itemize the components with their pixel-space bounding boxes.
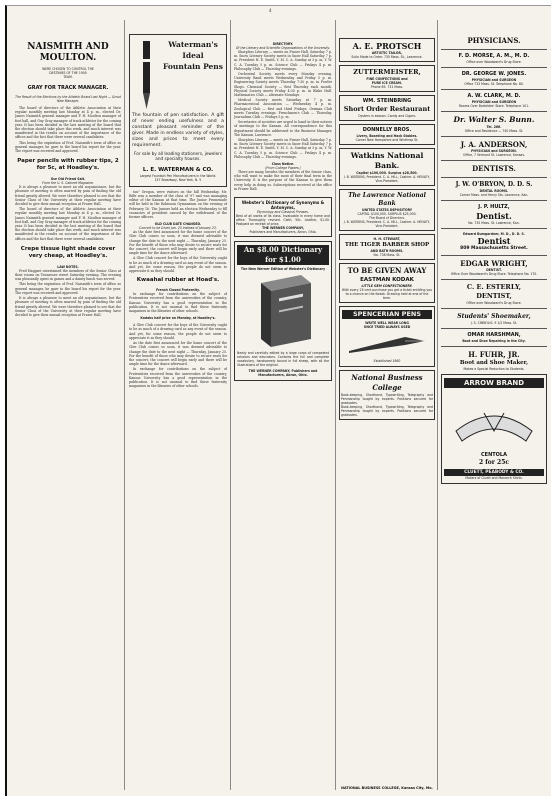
esterly-name: C. E. ESTERLY, xyxy=(466,283,522,291)
waterman-address: 157 Broadway, New York, N. Y. xyxy=(154,177,202,182)
kodak-giveaway-ad xyxy=(339,263,435,303)
column-1 xyxy=(15,20,121,790)
kwaahal-ad: Kwaahal rubber at Hoad's. xyxy=(136,277,220,284)
dictionary-footer: THE WERNER COMPANY, Publishers and Manufacturers, Akron, Ohio. xyxy=(248,369,318,378)
zuttermeister-ad xyxy=(339,65,435,92)
spencerian-slogan: ONCE TRIED ALWAYS USED xyxy=(363,325,411,329)
fountain-pen-icon xyxy=(132,39,162,113)
esterly-address: Office over Woodward's Drug Store. xyxy=(466,301,522,305)
giveaway-store: LITTLE GEM CONFECTIONERY. xyxy=(361,284,413,288)
zuttermeister-line: FINE CONFECTIONS and xyxy=(366,77,408,81)
article-text: A Glee Club concert for the boys of the University ought to be as much of a drawing card as any event of the season. And yet, for some reason, the people do not seem to appreciate it as they should. xyxy=(129,323,227,340)
watkins-officers: J. B. WATKINS, President. C. A. HILL, Cashier. A. HENLEY, Vice-President. xyxy=(343,175,431,183)
pen-nib-icon xyxy=(345,331,429,357)
law-notes-headline: LAW NOTES. xyxy=(57,264,79,269)
lawrence-bank-ad xyxy=(339,189,435,231)
spencerian-ad xyxy=(339,306,435,367)
waterman-tagline: Largest Fountain Pen Manufacturers in the World. xyxy=(139,173,217,178)
donnelly-ad xyxy=(339,124,435,145)
donnelly-address: Corner New Hampshire and Winthrop St. xyxy=(355,138,419,142)
column-rule xyxy=(230,20,231,790)
harshman-tagline: Boot and Shoe Repairing in the City. xyxy=(462,339,526,343)
spencerian-slogan: WRITE WELL WEAR LONG xyxy=(365,321,409,325)
webster-publisher: THE WERNER COMPANY, xyxy=(262,226,304,231)
obryon-name: J. W. O'BRYON, D. D. S. xyxy=(455,181,533,188)
zuttermeister-name: ZUTTERMEISTER, xyxy=(353,68,421,76)
subhead: DESTINIES OF THE 1900 xyxy=(49,71,87,75)
morse-name: F. D. MORSE, A. M., M. D. xyxy=(458,53,530,59)
hultz-title: Dentist. xyxy=(476,211,512,221)
restaurant-headline: Short Order Restaurant xyxy=(343,105,431,113)
arrow-tagline: Makers of Cluett and Monarch Shirts. xyxy=(465,476,523,480)
bumgardner-title: Dentist xyxy=(477,236,511,246)
tiger-owner: H. H. STEWART, xyxy=(373,237,401,241)
esterly-title: DENTIST, xyxy=(476,292,512,300)
arrow-maker: CLUETT, PEABODY & CO. xyxy=(444,469,544,476)
hultz-address: No. 735 Mass. St. Lawrence, Kan. xyxy=(468,221,520,225)
steinbring-line: Oysters in season. Candy and Cigars. xyxy=(358,114,416,118)
lawrence-bank-capital: CAPITAL $100,000. SURPLUS $25,000. xyxy=(357,212,417,216)
column-5 xyxy=(441,20,547,790)
business-college-copy: Book-keeping, Shorthand, Typewriting, Telegraphy and Penmanship taught by experts. Positions secured for graduates. xyxy=(341,393,433,405)
jones-title: PHYSICIAN and SURGEON xyxy=(471,78,517,82)
obryon-title: DENTAL ROOMS. xyxy=(479,189,509,193)
subhead: WERE CHOSEN TO CONTROL THE xyxy=(42,67,94,71)
jones-name: DR. GEORGE W. JONES. xyxy=(461,71,527,77)
morse-office: Office over Woodward's Drug Store. xyxy=(466,60,522,64)
bunn-address: Office and Residence — 740 Mass. St. xyxy=(464,129,524,133)
directory-headline: DIRECTORY. xyxy=(272,42,294,46)
watkins-bank-name: Watkins National Bank. xyxy=(350,151,424,170)
wright-name: EDGAR WRIGHT, xyxy=(460,259,528,268)
watkins-bank-ad xyxy=(339,148,435,186)
wright-title: DENTIST. xyxy=(486,268,502,272)
bunn-tel: Tel. 266. xyxy=(486,125,502,129)
hultz-name: J. P. HULTZ, xyxy=(478,204,510,210)
article-text: There are many, besides the members of the Senior class, who will want to make the most of their final term in the University. It is the purpose of the Kansan to give them every help in doing so. Subscriptions received at the office in Fraser Hall. xyxy=(234,170,332,191)
arrow-collar-name: CENTOLA xyxy=(481,452,507,458)
giveaway-headline: TO BE GIVEN AWAY xyxy=(347,266,427,275)
clark-address: Rooms Over Barteldes' Store. Telephone 101. xyxy=(458,104,530,108)
webster-synonyms-copy: Best of all works of its class. Invaluable in every home and office. Thoroughly revised. Cloth, 50c. Leather, $1.00. Postpaid on receipt of price. xyxy=(236,214,330,227)
dictionary-title: The New Werner Edition of Webster's Dictionary xyxy=(240,267,326,272)
article-text: This being the expiration of Prof. Naismith's term of office as general manager, he gave to the board his report for the year. The report was received and approved. xyxy=(15,282,121,295)
giveaway-copy: With every 25 cent purchase you get a ticket entitling you to a chance on the Kodak. Drawing held at end of the term. xyxy=(341,288,433,300)
protsch-name: A. E. PROTSCH xyxy=(352,41,422,51)
article-text: Orchestral Society meets every Monday evening. University Band meets Wednesday and Friday 5 p. m. Engineering Society meets Thursday 7:30 p. m. in Fowler Shops. Chemical Society — first Thursday each month. Physical Society meets Friday 4:30 p. m. in Blake Hall. Mathematics Club — alternate Mondays. xyxy=(234,72,332,98)
article-text: Sharpless Literary — meets on Fraser Hall, Saturday 7 p. m. Snow Literary Society meets in Snow Hall Saturday 7 p. m. President H. E. Smith. Y. M. C. A. Sunday at 3 p. m. Y. W. C. A. Tuesday 5 p. m. Science Club — Fridays 4 p. m. Philosophy Club — Thursday evenings. xyxy=(234,50,332,71)
column-rule xyxy=(437,20,438,790)
subhead: TEAM. xyxy=(63,75,73,79)
dentists-headline: DENTISTS. xyxy=(472,164,516,173)
page-number: 4 xyxy=(269,8,272,13)
waterman-title: Fountain Pens xyxy=(163,62,223,71)
newspaper-page xyxy=(5,5,551,796)
article-text: In exchange for contributions on the subject of Fraternities received from the universities of the country, Kansas University has a good representation in the publication. It is not unusual to find these fraternity magazines in the libraries of other schools. xyxy=(129,367,227,389)
waterman-company: L. E. WATERMAN & CO. xyxy=(142,166,214,173)
steinbring-name: WM. STEINBRING xyxy=(362,98,412,104)
article-text: The board of directors of the Athletic Association at their regular monthly meeting last Monday at 4 p. m., elected Dr. James Naismith general manager and F. H. Moulton manager of foot ball, and Guy Gray manager of track athletics for the coming year. It has been decided in the last meeting of the board that the election should take place this week, and much interest was manifested in the results on account of the importance of the offices and the fact that there were several candidates. xyxy=(15,106,121,140)
column-2 xyxy=(129,20,227,790)
lede: The Result of the Elections by the Athletic Board Last Night — Grout New Manager. xyxy=(15,95,121,103)
anderson-address: Office, 7 Vermont St. Lawrence, Kansas. xyxy=(463,153,525,157)
article-text: In exchange for contributions on the subject of Fraternities received from the universities of the country, Kansas University has a good representation in the publication. It is not unusual to find these fraternity magazines in the libraries of other schools. xyxy=(129,292,227,314)
article-text: It is always a pleasure to meet an old acquaintance, but the pleasure of meeting is often marred by pain of finding the old friend greatly altered. We were therefore pleased to see that the Senior Class of the University at their regular meeting have decided to give their annual reception at Fraser Hall. xyxy=(15,296,121,317)
business-college-footer: NATIONAL BUSINESS COLLEGE, Kansas City, Mo. xyxy=(341,786,433,790)
headline-naismith: NAISMITH AND xyxy=(27,42,109,52)
column-rule xyxy=(335,20,336,790)
article-text: As the date first announced for the home concert of the Glee Club comes so soon, it was deemed advisable to change the date to the next night — Thursday, January 25. For the benefit of those who may desire to secure seats for the concert, the concert will begin early and there will be ample time for the dance afterward. xyxy=(129,341,227,367)
steinbring-ad xyxy=(339,95,435,121)
salt-headline: Our Old Friend Salt. xyxy=(50,177,86,182)
spencerian-title: SPENCERIAN PENS xyxy=(342,310,432,319)
fuhr-title: Boot and Shoe Maker, xyxy=(459,360,529,366)
anderson-name: J. A. ANDERSON, xyxy=(460,140,528,149)
business-college-ad xyxy=(339,370,435,420)
collar-icon xyxy=(446,391,542,449)
article-text: The board of directors of the Athletic Association at their regular monthly meeting last Monday at 4 p. m., elected Dr. James Naismith general manager and F. H. Moulton manager of foot ball, and Guy Gray manager of track athletics for the coming year. It has been decided in the last meeting of the board that the election should take place this week, and much interest was manifested in the results on account of the importance of the offices and the fact that there were several candidates. xyxy=(15,207,121,241)
bumgardner-name: Edward Bumgardner, M. D., D. D. S. xyxy=(463,232,525,236)
shoemaker-title: Students' Shoemaker, xyxy=(457,313,531,320)
donnelly-name: DONNELLY BROS. xyxy=(362,127,412,133)
protsch-address: Suits Made to Order. 735 Mass. St., Lawrence. xyxy=(351,55,423,59)
waterman-copy: For sale by all leading stationers, jewelers and specialty houses. xyxy=(133,151,223,162)
fuhr-address: Makes a Special Reduction to Students. xyxy=(463,367,525,371)
arrow-price: 2 for 25c xyxy=(478,459,510,466)
webster-synonyms-ad xyxy=(234,197,332,237)
class-notice-subhead: (From College Papers.) xyxy=(265,166,301,171)
pencil-ad: Paper pencils with rubber tips, 2 for 5c, at Hoadley's. xyxy=(17,158,119,172)
watkins-capital: Capital $100,000. Surplus $28,500. xyxy=(356,171,418,175)
directory-subhead: Of the Literary and Scientific Organizations of the University. xyxy=(235,46,331,50)
bunn-name: Dr. Walter S. Bunn. xyxy=(453,115,535,124)
dictionary-offer: An $8.00 Dictionary for $1.00 xyxy=(237,245,329,265)
arrow-collar-ad xyxy=(441,374,547,484)
class-notice-headline: Class Notice. xyxy=(271,162,295,167)
article-text: It is always a pleasure to meet an old acquaintance, but the pleasure of meeting is often marred by pain of finding the old friend greatly altered. We were therefore pleased to see that the Senior Class of the University at their regular meeting have decided to give their annual reception at Fraser Hall. xyxy=(15,185,121,207)
waterman-ad xyxy=(129,34,227,187)
lawrence-bank-directors-list: J. B. WATKINS, President. C. A. HILL, Cashier. A. HENLEY, Vice-President. xyxy=(343,220,431,228)
kodak-notice: Kodaks half price on Monday, at Hoadley's. xyxy=(140,316,216,321)
business-college-copy: Book-keeping, Shorthand, Typewriting, Telegraphy and Penmanship taught by experts. Positions secured for graduates. xyxy=(341,405,433,417)
obryon-address: Corner Mass. and Henry Sts. Lawrence, Kan. xyxy=(459,193,529,197)
article-text: Secretaries of societies are urged to hand in their notices of meetings to the Kansan. All correspondence for this department should be addressed to the Business Manager, The Kansan, Lawrence. xyxy=(234,120,332,137)
business-college-logo: National Business College xyxy=(351,373,423,392)
column-rule xyxy=(124,20,125,790)
glee-club-headline: OLD CLUB DATE CHANGED. xyxy=(154,222,202,227)
jones-address: Office 733 Mass. St. Telephone No. 80. xyxy=(464,82,524,86)
article-text: Fred Haggart entertained the members of the Senior Class at their rooms on Tennessee street Saturday evening. The evening was pleasantly spent in games and a dainty lunch was served. xyxy=(15,268,121,282)
tiger-barber-ad xyxy=(339,234,435,260)
giveaway-prize: EASTMAN KODAK xyxy=(360,277,414,283)
clark-title: PHYSICIAN and SURGEON xyxy=(471,100,517,104)
dictionary-book-icon xyxy=(255,273,313,349)
zuttermeister-address: Phone 65. 731 Mass. xyxy=(370,85,404,89)
tiger-address: No. 738 Mass. St. xyxy=(373,253,401,257)
column-4 xyxy=(339,20,435,790)
wright-address: Office Over Woodward's Drug Store. Telephone No. 170. xyxy=(450,272,538,276)
waterman-title: Waterman's xyxy=(168,40,218,49)
dictionary-copy: Newly and carefully edited by a large corps of competent scholars and educators. Contains the full and complete vocabulary, handsomely bound in full sheep, with all the illustrations of the original. xyxy=(237,351,329,368)
headline-moulton: MOULTON. xyxy=(39,53,97,63)
arrow-brand-title: ARROW BRAND xyxy=(444,378,544,388)
protsch-ad xyxy=(339,38,435,62)
crepe-ad: Crepe tissue light shade cover very cheap, at Hoadley's. xyxy=(20,245,116,259)
tiger-shop-name: THE TIGER BARBER SHOP xyxy=(344,242,430,248)
lawrence-bank-directors: The Board of Directors. xyxy=(369,216,405,220)
donnelly-line: Livery, Boarding and Hack Stables. xyxy=(356,134,418,138)
physicians-headline: PHYSICIANS. xyxy=(467,36,521,45)
lawrence-bank-name: The Lawrence National Bank xyxy=(348,192,426,207)
webster-synonyms-subtitle: Etymology and Classical Phrases. xyxy=(257,210,309,215)
waterman-copy: The fountain of pen satisfaction. A gift of never ending usefulness and a constant pleasant reminder of the giver. Made in endless variety of styles, sizes and prices to meet every requirement. xyxy=(132,113,224,148)
article-text: A Glee Club concert for the boys of the University ought to be as much of a drawing card as any event of the season. And yet, for some reason, the people do not seem to appreciate it as they should. xyxy=(129,256,227,274)
fuhr-name: H. FUHR, JR. xyxy=(468,350,520,359)
article-text: ton" Oregon, were visitors on the hill Wednesday. Mr. Rifle was a member of the class of '97 and was managing editor of the Kansan at that time. The Junior Promenade will be held in the Robinson Gymnasium on the evening of February 16. The Juniors held an election Wednesday to fill vacancies of president caused by the withdrawal of the former officers. xyxy=(129,189,227,220)
anderson-title: PHYSICIAN and SURGEON. xyxy=(471,149,517,153)
salt-subhead: From the U. S. Cabinet Magazine. xyxy=(42,181,94,186)
spencerian-established: Established 1860 xyxy=(373,359,401,363)
glee-club-subhead: Concert to be Given Jan. 25 Instead of January 23. xyxy=(139,226,217,231)
webster-synonyms-title: Webster's Dictionary of Synonyms & Antonyms, xyxy=(241,200,325,211)
protsch-title: ARTISTIC TAILOR, xyxy=(371,51,403,55)
clark-name: A. W. CLARK, M. D. xyxy=(467,93,521,99)
dictionary-ad xyxy=(234,241,332,381)
harshman-name: OMAR HARSHMAN, xyxy=(467,332,521,338)
tiger-line: AND BATH ROOMS. xyxy=(370,249,404,253)
waterman-title: Ideal xyxy=(182,51,204,60)
headline-gray: GRAY FOR TRACK MANAGER. xyxy=(27,85,109,91)
shoemaker-address: J. S. CIMBOLIS. 9 1/2 Mass. St. xyxy=(470,321,518,325)
article-text: Sharpless Literary — meets on Fraser Hall, Saturday 7 p. m. Snow Literary Society meets in Snow Hall Saturday 7 p. m. President H. E. Smith. Y. M. C. A. Sunday at 3 p. m. Y. W. C. A. Tuesday 5 p. m. Science Club — Fridays 4 p. m. Philosophy Club — Thursday evenings. xyxy=(234,138,332,159)
webster-publisher-city: Publishers and Manufacturers, Akron, Ohio. xyxy=(249,230,317,235)
lawrence-bank-sub: UNITED STATES DEPOSITORY xyxy=(361,208,413,212)
article-text: This being the expiration of Prof. Naismith's term of office as general manager, he gave to the board his report for the year. The report was received and approved. xyxy=(15,140,121,154)
bumgardner-address: 809 Massachusetts Street. xyxy=(460,246,528,251)
column-3 xyxy=(234,20,332,790)
zuttermeister-line: PURE ICE CREAM. xyxy=(371,81,403,85)
fraternity-headline: French Closed Fraternity. xyxy=(156,288,200,293)
article-text: Medical Society meets Saturday at 7 p. m. Pharmaceutical Association — Wednesday 4 p. m. Zoological Club — first and third Fridays. German Club meets Tuesday evenings. Frenchmen's Club — Thursday. Journalism Club — Fridays 5 p. m. xyxy=(234,98,332,120)
article-text: As the date first announced for the home concert of the Glee Club comes so soon, it was deemed advisable to change the date to the next night — Thursday, January 25. For the benefit of those who may desire to secure seats for the concert, the concert will begin early and there will be ample time for the dance afterward. xyxy=(129,230,227,256)
